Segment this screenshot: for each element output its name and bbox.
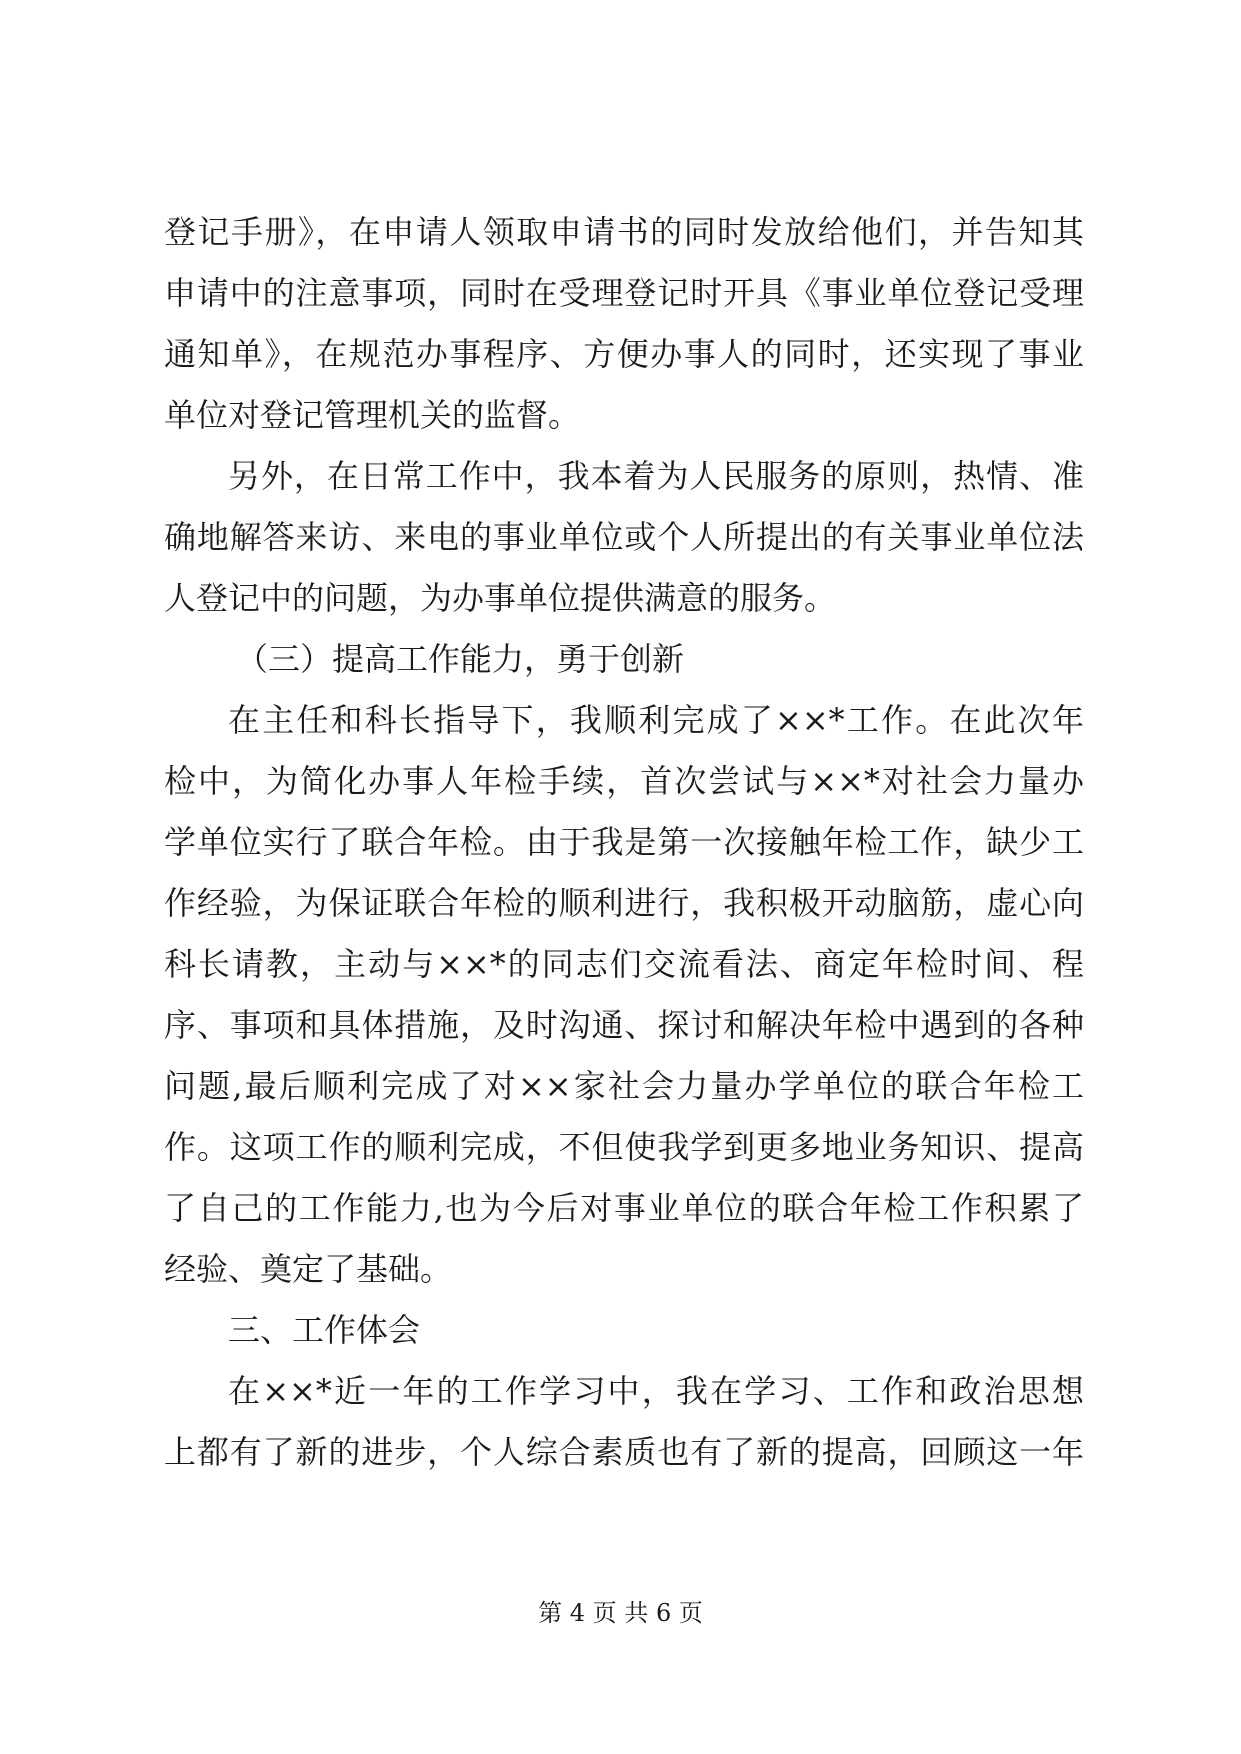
text-line: 作。这项工作的顺利完成，不但使我学到更多地业务知识、提高 (164, 1128, 1084, 1166)
text-line: 学单位实行了联合年检。由于我是第一次接触年检工作，缺少工 (164, 823, 1084, 861)
text-line: 经验、奠定了基础。 (164, 1250, 453, 1288)
text-line: 序、事项和具体措施，及时沟通、探讨和解决年检中遇到的各种 (164, 1006, 1084, 1044)
text-line: 检中，为简化办事人年检手续，首次尝试与××*对社会力量办 (164, 762, 1084, 800)
text-line: 上都有了新的进步，个人综合素质也有了新的提高，回顾这一年 (164, 1433, 1084, 1471)
page-number-label: 第 4 页 共 6 页 (538, 1599, 703, 1627)
text-line: 单位对登记管理机关的监督。 (164, 396, 581, 434)
text-line: 通知单》，在规范办事程序、方便办事人的同时，还实现了事业 (164, 335, 1084, 373)
document-body (164, 202, 1084, 1483)
text-line: 在××*近一年的工作学习中，我在学习、工作和政治思想 (228, 1372, 1084, 1410)
page-footer (0, 1596, 1241, 1630)
text-line: 了自己的工作能力,也为今后对事业单位的联合年检工作积累了 (164, 1189, 1084, 1227)
text-line: 确地解答来访、来电的事业单位或个人所提出的有关事业单位法 (164, 518, 1084, 556)
section-heading: 三、工作体会 (228, 1311, 421, 1349)
section-heading: （三）提高工作能力，勇于创新 (236, 640, 685, 678)
text-line: 登记手册》，在申请人领取申请书的同时发放给他们，并告知其 (164, 213, 1084, 251)
text-line: 作经验，为保证联合年检的顺利进行，我积极开动脑筋，虚心向 (164, 884, 1084, 922)
text-line: 另外，在日常工作中，我本着为人民服务的原则，热情、准 (228, 457, 1084, 495)
text-line: 科长请教，主动与××*的同志们交流看法、商定年检时间、程 (164, 945, 1084, 983)
text-line: 申请中的注意事项，同时在受理登记时开具《事业单位登记受理 (164, 274, 1084, 312)
text-line: 问题,最后顺利完成了对××家社会力量办学单位的联合年检工 (164, 1067, 1084, 1105)
text-line: 人登记中的问题，为办事单位提供满意的服务。 (164, 579, 837, 617)
text-line: 在主任和科长指导下，我顺利完成了××*工作。在此次年 (228, 701, 1084, 739)
